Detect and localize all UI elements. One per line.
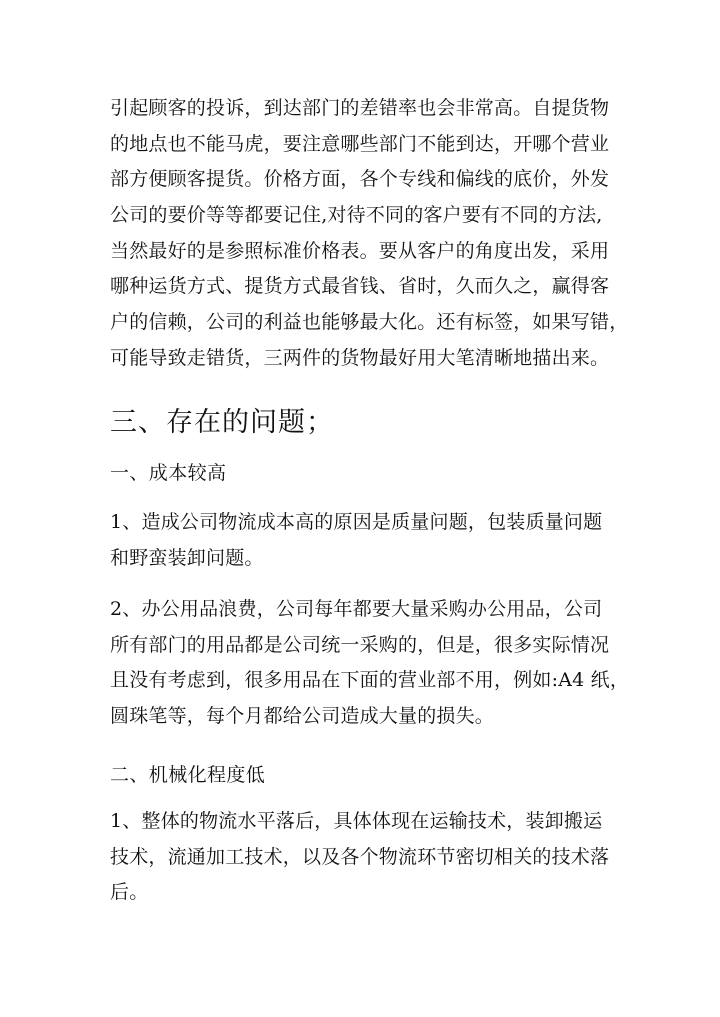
paragraph-line: 当然最好的是参照标准价格表。要从客户的角度出发，采用	[110, 239, 610, 262]
item-quality-cost	[110, 505, 615, 576]
paragraph-line: 的地点也不能马虎，要注意哪些部门不能到达，开哪个营业	[110, 132, 610, 155]
paragraph-line: 1、整体的物流水平落后，具体体现在运输技术，装卸搬运	[110, 810, 603, 832]
paragraph-line: 引起顾客的投诉，到达部门的差错率也会非常高。自提货物	[110, 97, 610, 119]
paragraph-line: 户的信赖，公司的利益也能够最大化。还有标签，如果写错，	[110, 311, 629, 334]
paragraph-line: 和野蛮装卸问题。	[110, 546, 264, 569]
paragraph-line: 2、办公用品浪费，公司每年都要大量采购办公用品，公司	[110, 598, 603, 620]
paragraph-line: 且没有考虑到，很多用品在下面的营业部不用，例如:A4 纸，	[110, 669, 630, 692]
subsection-title-cost: 一、成本较高	[110, 462, 227, 484]
item-logistics-level	[110, 804, 615, 911]
paragraph-line: 可能导致走错货，三两件的货物最好用大笔清晰地描出来。	[110, 346, 610, 369]
subsection-title-mechanization: 二、机械化程度低	[110, 764, 266, 786]
paragraph-line: 后。	[110, 881, 149, 904]
item-office-supplies	[110, 592, 630, 735]
paragraph-line: 1、造成公司物流成本高的原因是质量问题，包装质量问题	[110, 511, 603, 533]
paragraph-line: 技术，流通加工技术，以及各个物流环节密切相关的技术落	[110, 845, 610, 868]
paragraph-line: 哪种运货方式、提货方式最省钱、省时，久而久之，赢得客	[110, 275, 610, 298]
paragraph-line: 部方便顾客提货。价格方面，各个专线和偏线的底价，外发	[110, 168, 610, 191]
paragraph-line: 圆珠笔等，每个月都给公司造成大量的损失。	[110, 705, 495, 728]
paragraph-line: 所有部门的用品都是公司统一采购的，但是，很多实际情况	[110, 633, 610, 656]
section-title: 三、存在的问题；	[110, 407, 334, 438]
paragraph-line: 公司的要价等等都要记住,对待不同的客户要有不同的方法,	[110, 204, 603, 227]
intro-paragraph	[110, 91, 629, 377]
